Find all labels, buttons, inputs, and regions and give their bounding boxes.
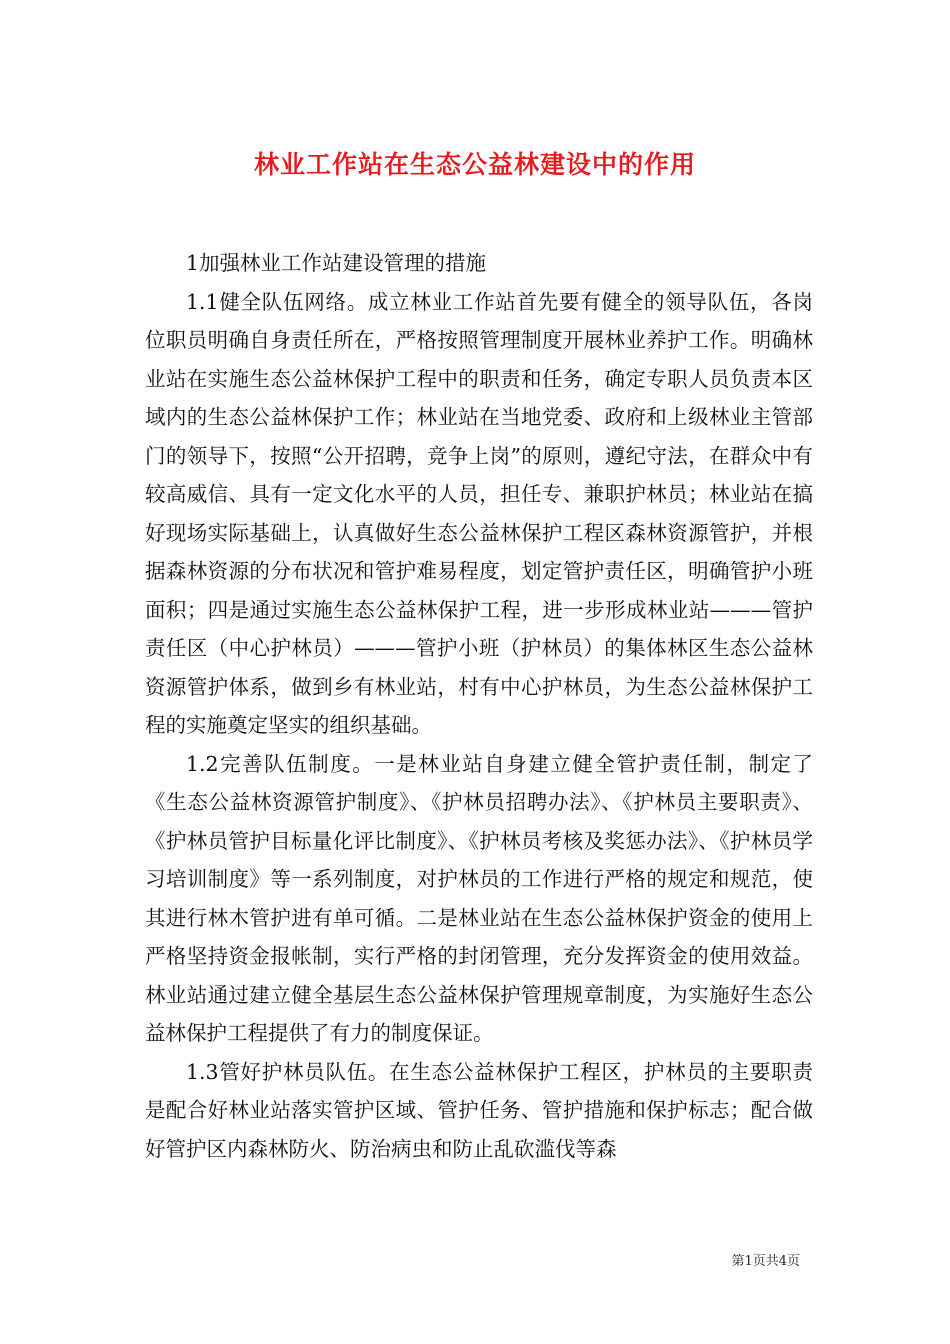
page-number-footer: 第1页共4页 (731, 1254, 800, 1269)
paragraph-1-2: 1.2完善队伍制度。一是林业站自身建立健全管护责任制，制定了《生态公益林资源管护制度》、《护林员招聘办法》、《护林员主要职责》、《护林员管护目标量化评比制度》、《护林员考核及奖惩办法》、《护林员学习培训制度》等一系列制度，对护林员的工作进行严格的规定和规范，使其进行林木管护进有单可循。二是林业站在生态公益林保护资金的使用上严格坚持资金报帐制，实行严格的封闭管理，充分发挥资金的使用效益。林业站通过建立健全基层生态公益林保护管理规章制度，为实施好生态公益林保护工程提供了有力的制度保证。 (145, 751, 813, 1045)
page-title: 林业工作站在生态公益林建设中的作用 (253, 149, 696, 179)
document-body (145, 244, 813, 1168)
section-heading: 1加强林业工作站建设管理的措施 (186, 251, 487, 275)
paragraph-1-1: 1.1健全队伍网络。成立林业工作站首先要有健全的领导队伍，各岗位职员明确自身责任所在，严格按照管理制度开展林业养护工作。明确林业站在实施生态公益林保护工程中的职责和任务，确定专职人员负责本区域内的生态公益林保护工作；林业站在当地党委、政府和上级林业主管部门的领导下，按照“公开招聘，竞争上岗”的原则，遵纪守法，在群众中有较高威信、具有一定文化水平的人员，担任专、兼职护林员；林业站在搞好现场实际基础上，认真做好生态公益林保护工程区森林资源管护，并根据森林资源的分布状况和管护难易程度，划定管护责任区，明确管护小班面积；四是通过实施生态公益林保护工程，进一步形成林业站———管护责任区（中心护林员）———管护小班（护林员）的集体林区生态公益林资源管护体系，做到乡有林业站，村有中心护林员，为生态公益林保护工程的实施奠定坚实的组织基础。 (145, 289, 813, 737)
paragraph-1-3: 1.3管好护林员队伍。在生态公益林保护工程区，护林员的主要职责是配合好林业站落实管护区域、管护任务、管护措施和保护标志；配合做好管护区内森林防火、防治病虫和防止乱砍滥伐等森 (145, 1059, 813, 1161)
